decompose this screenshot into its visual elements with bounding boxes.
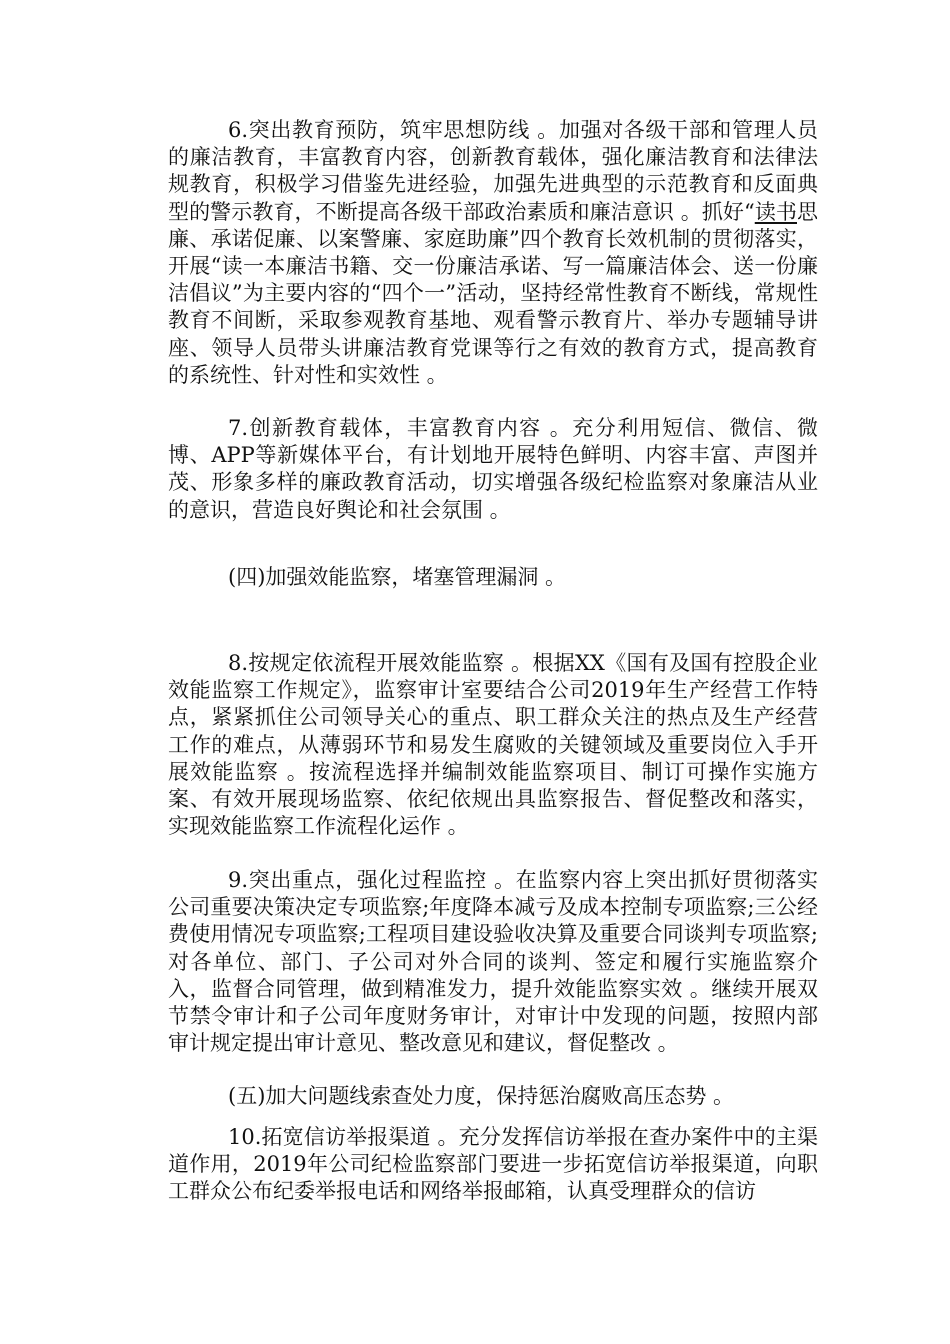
- paragraph-6-text-a: 6.突出教育预防，筑牢思想防线 。加强对各级干部和管理人员的廉洁教育，丰富教育内容，创新教育载体，强化廉洁教育和法律法规教育，积极学习借鉴先进经验，加强先进典型的示范教育和反面典型的警示教育，不断提高各级干部政治素质和廉洁意识 。抓好“: [168, 118, 818, 224]
- paragraph-9: 9.突出重点，强化过程监控 。在监察内容上突出抓好贯彻落实公司重要决策决定专项监察;年度降本减亏及成本控制专项监察;三公经费使用情况专项监察;工程项目建设验收决算及重要合同谈判专项监察;对各单位、部门、子公司对外合同的谈判、签定和履行实施监察介入，监督合同管理，做到精准发力，提升效能监察实效 。继续开展双节禁令审计和子公司年度财务审计，对审计中发现的问题，按照内部审计规定提出审计意见、整改意见和建议，督促整改 。: [168, 868, 818, 1056]
- paragraph-7: 7.创新教育载体，丰富教育内容 。充分利用短信、微信、微博、APP等新媒体平台，有计划地开展特色鲜明、内容丰富、声图并茂、形象多样的廉政教育活动，切实增强各级纪检监察对象廉洁从业的意识，营造良好舆论和社会氛围 。: [168, 416, 818, 522]
- paragraph-6-text-b: 思廉、承诺促廉、以案警廉、家庭助廉”四个教育长效机制的贯彻落实，开展“读一本廉洁书籍、交一份廉洁承诺、写一篇廉洁体会、送一份廉洁倡议”为主要内容的“四个一”活动，坚持经常性教育不断线，常规性教育不间断，采取参观教育基地、观看警示教育片、举办专题辅导讲座、领导人员带头讲廉洁教育党课等行之有效的教育方式，提高教育的系统性、针对性和实效性 。: [168, 199, 818, 387]
- section-heading-4: (四)加强效能监察，堵塞管理漏洞 。: [228, 565, 567, 589]
- paragraph-10: 10.拓宽信访举报渠道 。充分发挥信访举报在查办案件中的主渠道作用，2019年公司纪检监察部门要进一步拓宽信访举报渠道，向职工群众公布纪委举报电话和网络举报邮箱，认真受理群众的信访: [168, 1125, 818, 1204]
- paragraph-8: 8.按规定依流程开展效能监察 。根据XX《国有及国有控股企业效能监察工作规定》，监察审计室要结合公司2019年生产经营工作特点，紧紧抓住公司领导关心的重点、职工群众关注的热点及生产经营工作的难点，从薄弱环节和易发生腐败的关键领域及重要岗位入手开展效能监察 。按流程选择并编制效能监察项目、制订可操作实施方案、有效开展现场监察、依纪依规出具监察报告、督促整改和落实，实现效能监察工作流程化运作 。: [168, 651, 818, 839]
- section-heading-5: (五)加大问题线索查处力度，保持惩治腐败高压态势 。: [228, 1084, 735, 1108]
- paragraph-6: [168, 117, 818, 389]
- paragraph-6-underlined-text: 读书: [754, 199, 797, 224]
